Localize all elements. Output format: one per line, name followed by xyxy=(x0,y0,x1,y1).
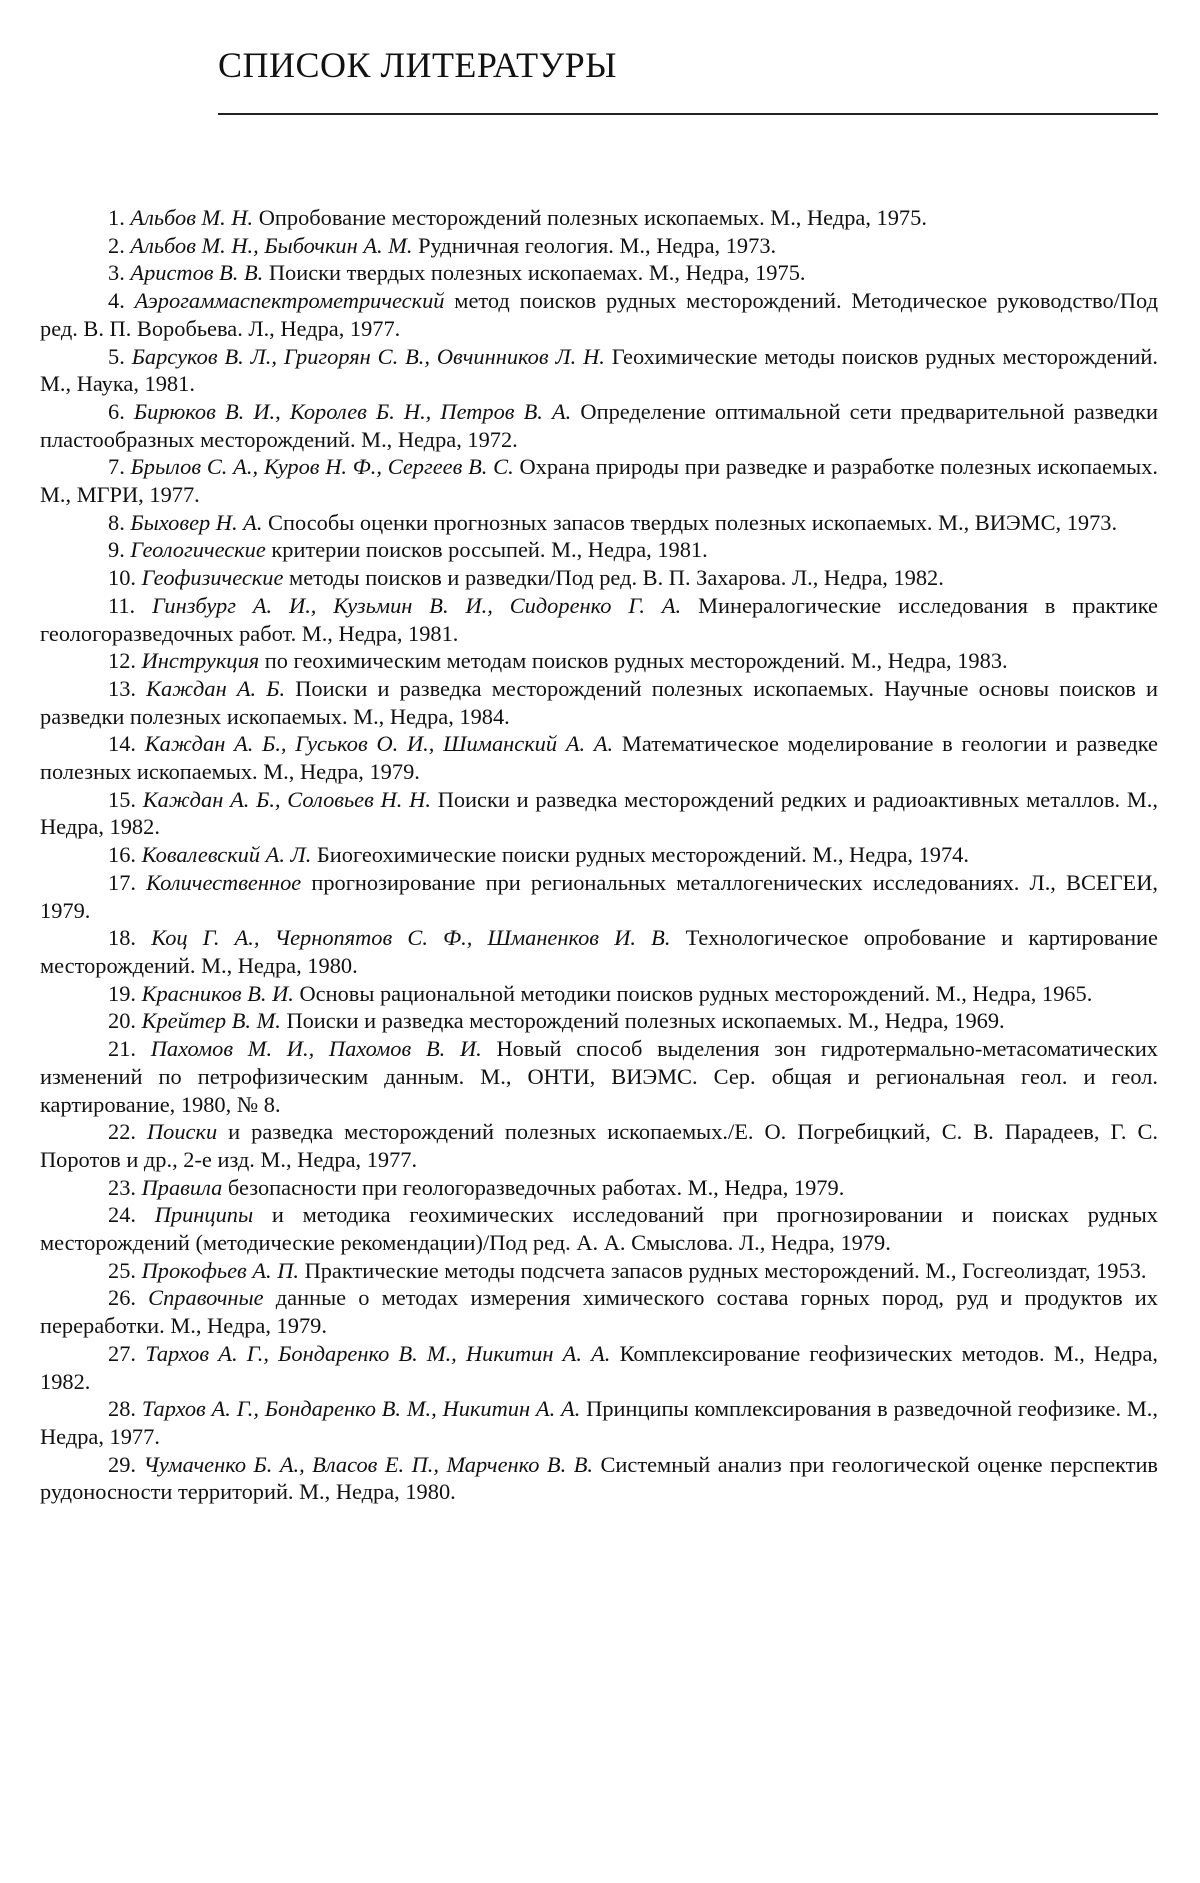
reference-item xyxy=(40,564,1158,592)
reference-number: 15. xyxy=(108,786,136,812)
reference-authors: Альбов М. Н. xyxy=(130,205,254,230)
reference-item xyxy=(40,1007,1158,1035)
reference-number: 14. xyxy=(108,731,136,757)
reference-item xyxy=(40,287,1158,342)
reference-item xyxy=(40,924,1158,979)
reference-number: 13. xyxy=(108,675,136,701)
reference-item xyxy=(40,1035,1158,1118)
reference-text: прогнозирование при региональных металлогенических исследованиях. Л., ВСЕГЕИ, 1979. xyxy=(40,869,1158,923)
reference-item xyxy=(40,1118,1158,1173)
reference-text: безопасности при геологоразведочных работах. М., Недра, 1979. xyxy=(222,1174,845,1200)
title-divider xyxy=(218,113,1158,115)
reference-text: и методика геохимических исследований при прогнозировании и поисках рудных месторождений (методические рекомендации)/Под ред. А. А. Смыслова. Л., Недра, 1979. xyxy=(40,1202,1158,1256)
reference-text: Опробование месторождений полезных ископаемых. М., Недра, 1975. xyxy=(253,205,927,230)
reference-item xyxy=(40,1451,1158,1506)
reference-text: Поиски и разведка месторождений полезных ископаемых. М., Недра, 1969. xyxy=(280,1008,1005,1034)
reference-authors: Правила xyxy=(141,1174,223,1200)
reference-text: Новый способ выделения зон гидротермально-метасоматических изменений по петрофизическим данным. М., ОНТИ, ВИЭМС. Сер. общая и региональная геол. и геол. картирование, 1980, № 8. xyxy=(40,1036,1159,1117)
reference-authors: Чумаченко Б. А., Власов Е. П., Марченко В. В. xyxy=(143,1451,593,1477)
reference-authors: Крейтер В. М. xyxy=(141,1008,281,1034)
reference-item xyxy=(40,869,1158,924)
reference-authors: Принципы xyxy=(154,1202,254,1228)
reference-number: 29. xyxy=(108,1451,136,1477)
reference-text: Системный анализ при геологической оценке перспектив рудоносности территорий. М., Недра, 1980. xyxy=(40,1451,1159,1505)
reference-authors: Геофизические xyxy=(141,565,284,591)
reference-authors: Быховер Н. А. xyxy=(130,509,263,535)
reference-authors: Ковалевский А. Л. xyxy=(141,842,312,868)
reference-number: 11. xyxy=(108,592,136,618)
reference-authors: Прокофьев А. П. xyxy=(141,1257,299,1283)
reference-number: 9. xyxy=(108,537,125,563)
reference-authors: Каждан А. Б., Соловьев Н. Н. xyxy=(142,786,431,812)
reference-item xyxy=(40,592,1158,647)
reference-text: Основы рациональной методики поисков рудных месторождений. М., Недра, 1965. xyxy=(293,980,1093,1006)
reference-item xyxy=(40,647,1158,675)
reference-item xyxy=(40,1201,1158,1256)
reference-text: Поиски твердых полезных ископаемах. М., Недра, 1975. xyxy=(263,260,806,286)
reference-text: и разведка месторождений полезных ископаемых./Е. О. Погребицкий, С. В. Парадеев, Г. С. Поротов и др., 2-е изд. М., Недра, 1977. xyxy=(40,1119,1158,1172)
page-title: СПИСОК ЛИТЕРАТУРЫ xyxy=(218,45,618,85)
reference-authors: Каждан А. Б. xyxy=(146,675,286,701)
reference-text: Определение оптимальной сети предварительной разведки пластообразных месторождений. М., Недра, 1972. xyxy=(40,398,1158,452)
reference-authors: Красников В. И. xyxy=(141,980,294,1006)
reference-item xyxy=(40,453,1158,508)
reference-text: Биогеохимические поиски рудных месторождений. М., Недра, 1974. xyxy=(311,842,969,868)
reference-item xyxy=(40,730,1158,785)
reference-text: по геохимическим методам поисков рудных месторождений. М., Недра, 1983. xyxy=(259,648,1008,674)
reference-text: Рудничная геология. М., Недра, 1973. xyxy=(412,232,777,258)
reference-item xyxy=(40,1395,1158,1450)
reference-item xyxy=(40,1257,1158,1285)
reference-text: Поиски и разведка месторождений полезных ископаемых. Научные основы поисков и разведки полезных ископаемых. М., Недра, 1984. xyxy=(40,675,1158,729)
reference-authors: Коц Г. А., Чернопятов С. Ф., Шманенков И. В. xyxy=(151,925,671,951)
reference-text: критерии поисков россыпей. М., Недра, 1981. xyxy=(265,537,708,563)
reference-number: 8. xyxy=(108,509,125,535)
reference-item xyxy=(40,343,1158,398)
reference-number: 23. xyxy=(108,1174,136,1200)
reference-number: 28. xyxy=(108,1396,136,1422)
reference-authors: Геологические xyxy=(130,537,266,563)
reference-item xyxy=(40,1174,1158,1202)
reference-text: Комплексирование геофизических методов. М., Недра, 1982. xyxy=(40,1340,1158,1394)
reference-text: Геохимические методы поисков рудных месторождений. М., Наука, 1981. xyxy=(40,343,1158,397)
reference-text: Принципы комплексирования в разведочной геофизике. М., Недра, 1977. xyxy=(40,1396,1158,1449)
reference-text: Минералогические исследования в практике геологоразведочных работ. М., Недра, 1981. xyxy=(40,592,1158,646)
reference-number: 26. xyxy=(108,1285,136,1311)
reference-text: метод поисков рудных месторождений. Методическое руководство/Под ред. В. П. Воробьева. Л., Недра, 1977. xyxy=(40,288,1158,341)
reference-item xyxy=(40,536,1158,564)
reference-item xyxy=(40,786,1158,841)
reference-authors: Тархов А. Г., Бондаренко В. М., Никитин А. А. xyxy=(141,1396,581,1422)
reference-number: 6. xyxy=(108,398,125,424)
reference-authors: Тархов А. Г., Бондаренко В. М., Никитин А. А. xyxy=(145,1340,611,1366)
reference-authors: Пахомов М. И., Пахомов В. И. xyxy=(150,1036,482,1062)
reference-number: 22. xyxy=(108,1119,136,1145)
reference-number: 1. xyxy=(108,205,125,230)
reference-item xyxy=(40,1284,1158,1339)
reference-item xyxy=(40,1340,1158,1395)
reference-authors: Аристов В. В. xyxy=(130,260,264,286)
reference-authors: Каждан А. Б., Гуськов О. И., Шиманский А. А. xyxy=(144,731,614,757)
reference-number: 5. xyxy=(108,343,125,369)
reference-number: 17. xyxy=(108,869,136,895)
reference-number: 25. xyxy=(108,1257,136,1283)
reference-text: Технологическое опробование и картирование месторождений. М., Недра, 1980. xyxy=(40,925,1158,978)
reference-authors: Количественное xyxy=(146,869,302,895)
reference-number: 2. xyxy=(108,232,125,258)
reference-number: 3. xyxy=(108,260,125,286)
reference-text: Практические методы подсчета запасов рудных месторождений. М., Госгеолиздат, 1953. xyxy=(298,1257,1147,1283)
reference-item xyxy=(40,232,1158,260)
reference-number: 19. xyxy=(108,980,136,1006)
reference-number: 4. xyxy=(108,288,125,314)
reference-number: 12. xyxy=(108,648,136,674)
reference-authors: Бирюков В. И., Королев Б. Н., Петров В. А. xyxy=(133,398,572,424)
reference-text: Поиски и разведка месторождений редких и радиоактивных металлов. М., Недра, 1982. xyxy=(40,786,1158,840)
reference-item xyxy=(40,398,1158,453)
reference-number: 21. xyxy=(108,1036,136,1062)
reference-authors: Альбов М. Н., Быбочкин А. М. xyxy=(130,232,413,258)
reference-item xyxy=(40,980,1158,1008)
reference-authors: Брылов С. А., Куров Н. Ф., Сергеев В. С. xyxy=(130,454,514,480)
reference-text: методы поисков и разведки/Под ред. В. П. Захарова. Л., Недра, 1982. xyxy=(283,565,944,591)
reference-item xyxy=(40,841,1158,869)
reference-item xyxy=(40,259,1158,287)
reference-item xyxy=(40,204,1158,232)
reference-authors: Гинзбург А. И., Кузьмин В. И., Сидоренко Г. А. xyxy=(152,592,682,618)
reference-number: 10. xyxy=(108,565,136,591)
reference-item xyxy=(40,509,1158,537)
reference-number: 27. xyxy=(108,1340,136,1366)
reference-text: данные о методах измерения химического состава горных пород, руд и продуктов их переработки. М., Недра, 1979. xyxy=(40,1285,1158,1339)
reference-item xyxy=(40,675,1158,730)
reference-number: 18. xyxy=(108,925,136,951)
reference-text: Охрана природы при разведке и разработке полезных ископаемых. М., МГРИ, 1977. xyxy=(40,454,1158,508)
reference-number: 16. xyxy=(108,842,136,868)
reference-text: Математическое моделирование в геологии и разведке полезных ископаемых. М., Недра, 1979. xyxy=(40,731,1158,785)
reference-authors: Аэрогаммаспектрометрический xyxy=(134,288,445,314)
reference-text: Способы оценки прогнозных запасов твердых полезных ископаемых. М., ВИЭМС, 1973. xyxy=(262,509,1118,535)
reference-number: 7. xyxy=(108,454,125,480)
reference-list xyxy=(40,204,1158,1506)
reference-authors: Барсуков В. Л., Григорян С. В., Овчинников Л. Н. xyxy=(131,343,605,369)
reference-authors: Справочные xyxy=(148,1285,264,1311)
reference-number: 20. xyxy=(108,1008,136,1034)
reference-authors: Инструкция xyxy=(141,648,260,674)
reference-authors: Поиски xyxy=(147,1119,218,1145)
reference-number: 24. xyxy=(108,1202,136,1228)
